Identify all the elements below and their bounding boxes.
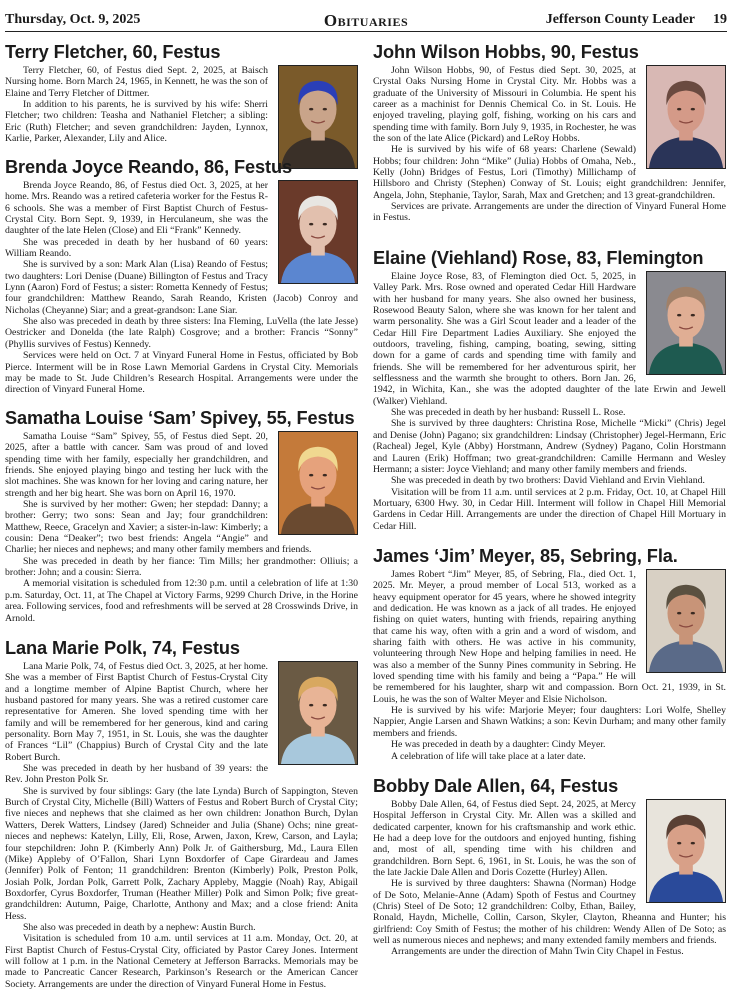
obituary-paragraph: A memorial visitation is scheduled from 12:30 p.m. until a celebration of life at 1:30 p.m. Saturday, Oct. 11, at The Chapel at Victory Farms, 9299 Church Drive, in the Horine area. Following services, food and refreshments will be served at 28 Crosswinds Drive, in Arnold. [5,578,358,624]
obituary-hobbs [373,41,726,224]
obituary-paragraph: She is survived by four siblings: Gary (the late Lynda) Burch of Sappington, Steven Burch of Crystal City, Michelle (Bill) Watters of Festus and Robert Burch of Crystal City; five nieces and nephews that she claimed as her own children: Jonathon Burch, Dylan Watters, Derek Watters, Lindsey (Jared) Schneider and Julia (Shane) Ochs; nine great-nieces and nephews: Katelyn, Lilly, Eli, Rose, Arwen, Jaxon, Krew, Carson, and Layla; four stepchildren: John P. (Kimberly Ann) Polk Jr. of Gaithersburg, Md., Laura Ellen (Mike) Appleby of O’Fallon, Shari Lynn Boxdorfer of Cape Girardeau and James (Jennifer) Polk of Fenton; 11 grandchildren: Brenton (Kimberly) Polk, Preston Polk, Josiah Polk, Jordan Polk, Garrett Polk, Zachary Appleby, Maggie (Noah) Ray, Abigail Boxdorfer, Cyrus Boxdorfer, Truman (Heather Miller) Polk and Simon Polk; five great-grandchildren: Autumn, Paige, Charlotte, Anthony and Max; and a close friend: Anita Hess. [5,785,358,922]
obituary-headline: Bobby Dale Allen, 64, Festus [373,776,619,796]
obituary-reando [5,156,358,396]
portrait-photo [278,661,358,765]
obituary-paragraph: Brenda Joyce Reando, 86, of Festus died Oct. 3, 2025, at her home. Mrs. Reando was a retired cafeteria worker for the Festus R-6 schools. She was a member of First Baptist Church of Festus-Crystal City. Born Sept. 9, 1939, in Herculaneum, she was the daughter of the late Helen (Close) and Eli “Frank” Kennedy. [5,180,268,237]
obituary-headline: Samatha Louise ‘Sam’ Spivey, 55, Festus [5,408,355,428]
obituary-paragraph: Lana Marie Polk, 74, of Festus died Oct. 3, 2025, at her home. She was a member of First Baptist Church of Festus-Crystal City and a longtime member of Alpine Baptist Church, where her husband pastored for many years. She was a retired customer care representative for Ameren. She loved spending time with her family and will be remembered for her generous, kind and caring personality. Born May 7, 1951, in St. Louis, she was the daughter of Frances “Lil” (Chappius) Burch of Crystal City and the late Robert Burch. [5,661,268,763]
obituary-headline: Elaine (Viehland) Rose, 83, Flemington [373,248,704,268]
obituary-paragraph: Services are private. Arrangements are under the direction of Vinyard Funeral Home in Festus. [373,201,726,224]
obituary-paragraph: She was preceded in death by her husband of 60 years: William Reando. [5,236,268,260]
portrait-photo [646,65,726,169]
obituary-paragraph: She is survived by three daughters: Christina Rose, Michelle “Micki” (Chris) Jegel and Denise (John) Pagano; six grandchildren: Lindsay (Christopher) Jegel-Hermann, Eric (Racheal) Jegel, Kyle (Abby) Horstmann, Andrew (Sydney) Pagano, Colin Horstmann and Lauren (Erik) Hoffman; two great-grandchildren: Camille Hermann and Wesley Hermann; a sister: Joyce Viehland; and many other family members and friends. [373,418,726,475]
page-header [5,0,727,32]
obituary-body [5,431,358,624]
obituary-paragraph: In addition to his parents, he is survived by his wife: Sherri Fletcher; two children: Teasha and Nathaniel Fletcher; a sibling: Eric (Ruth) Fletcher; and seven grandchildren: Jayden, Lynnox, Karlie, Parker, Alexander, Lily and Alice. [5,99,268,145]
obituary-paragraph: She also was preceded in death by a nephew: Austin Burch. [23,921,256,933]
portrait-photo [646,569,726,673]
newspaper-name: Jefferson County Leader [545,12,695,27]
portrait-photo [646,271,726,375]
obituary-paragraph: She was preceded in death by two brothers: David Viehland and Ervin Viehland. [391,475,705,487]
obituary-body [373,799,726,958]
obituary-paragraph: She was preceded in death by her husband: Russell L. Rose. [391,407,626,419]
obituary-paragraph: He is survived by three daughters: Shawna (Norman) Hodge of De Soto, Melanie-Anne (Adam) Spoth of Festus and Courtney (Chris) Steel of De Soto; 12 grandchildren: Colby, Ethan, Bailey, Ronald, Haydn, Michelle, Collin, Carson, Skyler, Clayton, Rheanna and Hunter; his girlfriend: Coy Smith of Festus; the mother of his children: Wendy Allen of De Soto; as well as numerous nieces and nephews; and many extended family members and friends. [373,878,726,947]
page-number: 19 [713,12,727,27]
obituary-paragraph: She was preceded in death by her husband of 39 years: the Rev. John Preston Polk Sr. [5,763,268,786]
obituary-body [373,569,726,762]
portrait-photo [278,180,358,284]
obituary-headline: John Wilson Hobbs, 90, Festus [373,42,639,62]
issue-date: Thursday, Oct. 9, 2025 [5,12,141,27]
obituary-paragraph: A celebration of life will take place at a later date. [391,750,586,762]
obituary-body [5,65,358,144]
obituary-allen [373,775,726,958]
obituary-paragraph: Visitation will be from 11 a.m. until services at 2 p.m. Friday, Oct. 10, at Chapel Hill Mortuary, 6300 Hwy. 30, in Cedar Hill. Interment will follow in Chapel Hill Memorial Gardens in Cedar Hill. Arrangements are under the direction of Chapel Hill Mortuary in Cedar Hill. [373,486,726,532]
obituary-headline: Lana Marie Polk, 74, Festus [5,638,240,658]
obituary-paragraph: John Wilson Hobbs, 90, of Festus died Sept. 30, 2025, at Crystal Oaks Nursing Home in Crystal City. Mr. Hobbs was a graduate of the University of Missouri in Columbia. He spent his career as a machinist for Dennis Chemical Co. in St. Louis. He enjoyed traveling, playing golf, fishing, working on his cars and spending time with family. Born July 9, 1935, in Rochester, he was the son of the late Alice (Pickard) and LeRoy Hobbs. [373,65,636,145]
obituary-spivey [5,407,358,624]
obituary-body [5,661,358,990]
portrait-photo [646,799,726,903]
portrait-photo [278,65,358,169]
obituary-meyer [373,545,726,762]
obituary-paragraph: Elaine Joyce Rose, 83, of Flemington died Oct. 5, 2025, in Valley Park. Mrs. Rose owned and operated Cedar Hill Hardware with her husband for many years. She also owned her business, Rosewood Beauty Salon, where she was known for her talent and warm personality. She was a Girl Scout leader and a leader of the Cedar Hill Fire Department Ladies Auxiliary. She enjoyed the outdoors, traveling, fishing, camping, boating, sewing, sitting down for a game of cards and spending time with family and friends. She will be remembered for her adventurous spirit, her selflessness and the warmth she brought to others. Born Jan. 26, 1942, in Wichita, Kan., she was the adopted daughter of the late Erwin and Jewell (Walker) Viehland. [373,271,726,407]
obituary-paragraph: He was preceded in death by a daughter: Cindy Meyer. [391,739,606,751]
obituary-paragraph: She was preceded in death by her fiance: Tim Mills; her grandmother: Olliuis; a brother: John; and a cousin: Sierra. [5,555,358,579]
obituary-headline: Terry Fletcher, 60, Festus [5,42,221,62]
obituary-polk [5,637,358,990]
obituary-paragraph: She is survived by a son: Mark Alan (Lisa) Reando of Festus; two daughters: Lori Denise (Duane) Billington of Festus and Tracy Lynn (Aaron) Ford of Festus; a sister: Rometta Kennedy of Festus; four grandchildren: Matthew Reando, Sarah Reando, Kristen (Jacob) Conroy and Nicholas (Cheyanne) Siar; and a great-grandson: Lane Siar. [5,259,358,316]
obituary-paragraph: Samatha Louise “Sam” Spivey, 55, of Festus died Sept. 20, 2025, after a battle with cancer. Sam was proud of and loved spending time with her family, especially her grandchildren, and friends. She enjoyed playing bingo and testing her luck with the slot machines. She was known for her loving and caring nature, her strength and her big heart. She was born on April 16, 1970. [5,431,268,499]
obituary-paragraph: He is survived by his wife of 68 years: Charlene (Sewald) Hobbs; four children: John “Mike” (Julia) Hobbs of Omaha, Neb., Kelly (John) Bridges of Festus, Lori (Timothy) Millichamp of Hillsboro and Christy (Stephen) Conway of St. Louis; eight grandchildren: Jennifer, Angela, John, Stephanie, Taylor, Sarah, Max and Gretchen; and 13 great-grandchildren. [373,144,726,201]
obituary-paragraph: She is survived by her mother: Gwen; her stepdad: Danny; a brother: Gerry; two sons: Sean and Jay; four grandchildren: Matthew, Reece, Gracelyn and Xavier; a sister-in-law: Kimberly; a cousin: Dena “Deaker”; two best friends: Angela “Angie” and Charlie; her nieces and nephews; and many other family members and friends. [5,499,312,556]
obituary-rose [373,247,726,532]
obituary-body [373,271,726,532]
obituary-paragraph: Visitation is scheduled from 10 a.m. until services at 11 a.m. Monday, Oct. 20, at First Baptist Church of Festus-Crystal City, officiated by Pastor Carey Jones. Interment will follow at 1 p.m. in the National Cemetery at Jefferson Barracks. Memorials may be made to Pancreatic Cancer Research, Parkinson’s Research or the American Cancer Society. Arrangements are under the direction of Vinyard Funeral Home in Festus. [5,933,358,990]
obituary-paragraph: Terry Fletcher, 60, of Festus died Sept. 2, 2025, at Baisch Nursing home. Born March 24, 1965, in Kennett, he was the son of Elaine and Terry Fletcher of Dittmer. [5,65,268,99]
obituary-paragraph: James Robert “Jim” Meyer, 85, of Sebring, Fla., died Oct. 1, 2025. Mr. Meyer, a proud member of Local 513, worked as a heavy equipment operator for 45 years, where he showed integrity and dedication. He was known as a jack of all trades. He enjoyed fishing on quiet waters, hunting with friends, repairing anything that came his way, often with a grin and a word of wisdom, and sharing faith with others. He was active in his community, volunteering through New Hope and helping families in need. He was also a member of the Sunny Pines community in Sebring. He loved spending time with his family and being a “Papa.” He will be remembered for his laughter, sharp wit and compassion. Born Oct. 21, 1939, in St. Louis, he was the son of Walter Meyer and Elsie Nicholson. [373,569,726,705]
obituary-headline: Brenda Joyce Reando, 86, Festus [5,157,292,177]
obituary-headline: James ‘Jim’ Meyer, 85, Sebring, Fla. [373,546,678,566]
obituary-paragraph: Bobby Dale Allen, 64, of Festus died Sept. 24, 2025, at Mercy Hospital Jefferson in Crystal City. Mr. Allen was a skilled and dedicated carpenter, known for his craftsmanship and work ethic. He had a deep love for the outdoors and enjoyed hunting, fishing and, most of all, spending time with his children and grandchildren. Born Sept. 6, 1961, in St. Louis, he was the son of the late Jackie Dale Allen and Doris Cozette (Hurley) Allen. [373,799,636,879]
obituary-paragraph: Services were held on Oct. 7 at Vinyard Funeral Home in Festus, officiated by Bob Pierce. Interment will be in Rose Lawn Memorial Gardens in Crystal City. Memorials may be made to St. Jude Children’s Research Hospital. Arrangements were under the direction of Vinyard Funeral Home. [5,350,358,396]
portrait-photo [278,431,358,535]
obituary-body [5,180,358,396]
obituary-paragraph: She also was preceded in death by three sisters: Ina Fleming, LuVella (the late Jesse) Oestricker and Donelda (the late Ralph) Cosgrove; and a brother: Francis “Sonny” (Phyllis survives of Festus) Kennedy. [5,316,358,350]
obituary-paragraph: He is survived by his wife: Marjorie Meyer; four daughters: Lori Wolfe, Shelley Nappier, Angie Larsen and Shawn Watkins; a son: Kevin Durham; and many other family members and friends. [373,705,726,739]
obituary-fletcher [5,41,358,172]
section-title: Obituaries [323,11,409,30]
obituary-body [373,65,726,224]
obituary-paragraph: Arrangements are under the direction of Mahn Twin City Chapel in Festus. [391,946,684,958]
